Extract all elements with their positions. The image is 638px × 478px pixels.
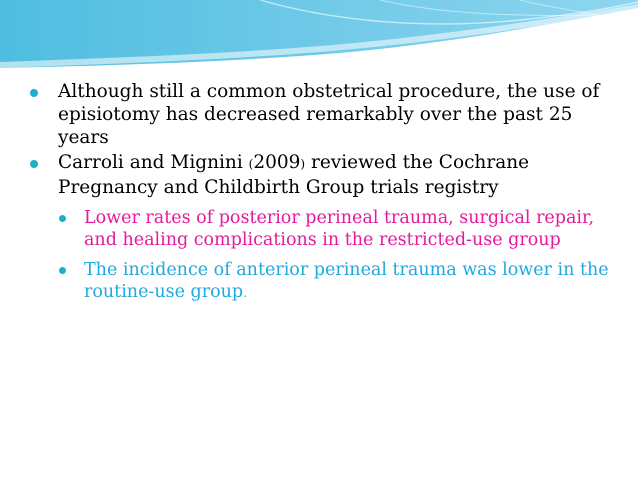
header-wave-main xyxy=(0,0,638,68)
bullet-carroli-mignini xyxy=(12,151,612,199)
sub-bullet-text: Lower rates of posterior perineal trauma, surgical repair, and healing complications in the restricted-use group xyxy=(84,208,595,250)
sub-bullet-period: . xyxy=(243,286,247,300)
sub-bullet-marker-icon xyxy=(59,267,66,274)
bullet-marker-icon xyxy=(30,160,38,168)
header-wave-decoration xyxy=(0,0,638,78)
paren-close: ) xyxy=(300,157,306,171)
sub-bullet-restricted-use xyxy=(12,207,612,251)
slide-content xyxy=(12,80,612,306)
bullet-marker-icon xyxy=(30,89,38,97)
citation-year: 2009 xyxy=(253,152,301,173)
sub-bullet-routine-use xyxy=(12,259,612,304)
bullet-text: Although still a common obstetrical procedure, the use of episiotomy has decreased remarkably over the past 25 years xyxy=(58,81,600,148)
sub-bullet-text: The incidence of anterior perineal trauma was lower in the routine-use group xyxy=(84,260,609,302)
bullet-text-after: reviewed the Cochrane Pregnancy and Childbirth Group trials registry xyxy=(58,152,530,198)
bullet-episiotomy-decrease xyxy=(12,80,612,149)
paren-open: ( xyxy=(248,157,254,171)
sub-bullet-marker-icon xyxy=(59,215,66,222)
bullet-text-before: Carroli and Mignini xyxy=(58,152,249,173)
